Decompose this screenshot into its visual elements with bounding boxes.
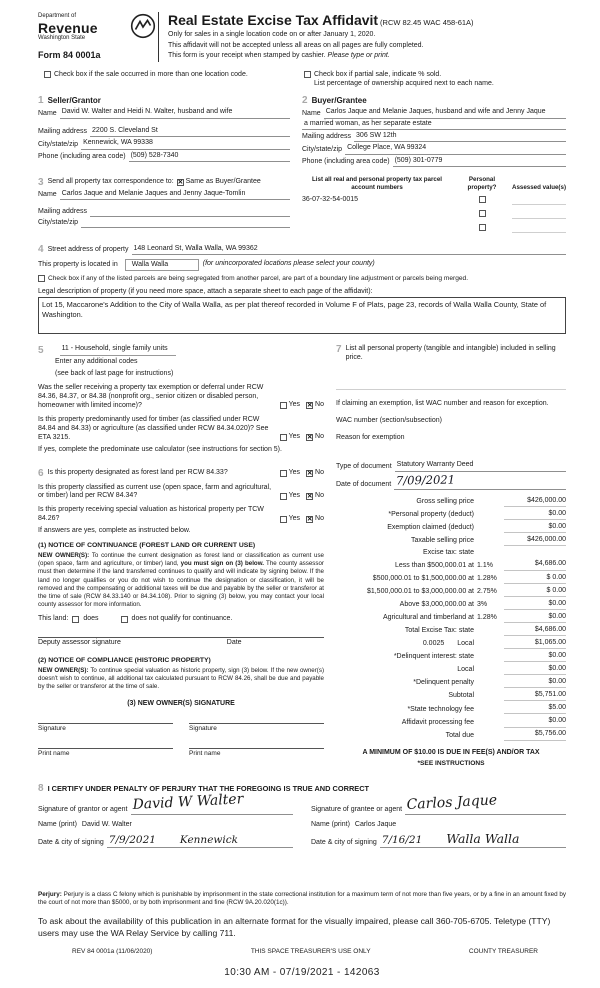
notice-compliance-title: (2) NOTICE OF COMPLIANCE (HISTORIC PROPERTY) <box>38 657 211 665</box>
county-treasurer-label: COUNTY TREASURER <box>468 947 538 955</box>
personal-property-checkbox[interactable] <box>479 196 486 203</box>
tax-value[interactable]: $426,000.00 <box>504 536 566 546</box>
exemption-claim-label: If claiming an exemption, list WAC number and reason for exception. <box>336 400 549 408</box>
s6-q2-no-checkbox[interactable]: ✕ <box>307 492 313 500</box>
grantor-city-value[interactable]: Kennewick <box>179 833 238 846</box>
buyer-section-title: Buyer/Grantee <box>311 95 367 105</box>
located-in-label: This property is located in <box>38 260 118 268</box>
s5-q2-text: Is this property predominantly used for timber (as classified under RCW 84.84 and 84.33) or agriculture (as classified under RCW 84.34.020)? See ETA 3215. <box>38 415 269 441</box>
buyer-name-label: Name <box>302 109 321 117</box>
header-note-3-italic: Please type or print. <box>327 52 390 60</box>
bracket-value[interactable]: $0.00 <box>504 600 566 610</box>
s5-q1-no-label: No <box>315 401 324 409</box>
total-value[interactable]: $5.00 <box>504 704 566 714</box>
s6-q1-text: Is this property designated as forest land per RCW 84.33? <box>47 468 228 476</box>
legal-description-label: Legal description of property (if you need more space, attach a separate sheet to each page of the affidavit): <box>38 287 373 295</box>
section-buyer <box>302 96 566 167</box>
parcel-header-assessed: Assessed value(s) <box>512 183 566 191</box>
deputy-date-label: Date <box>226 639 242 647</box>
total-label: Total Excise Tax: state <box>404 627 474 635</box>
form-header <box>38 12 566 62</box>
tax-value[interactable]: $426,000.00 <box>504 497 566 507</box>
deputy-signature-line[interactable] <box>38 637 324 638</box>
total-value[interactable]: $4,686.00 <box>504 626 566 636</box>
s6-q2-no-label: No <box>315 491 324 499</box>
section-7-number: 7 <box>336 344 342 356</box>
correspondence-csz-label: City/state/zip <box>38 219 79 227</box>
section-8-number: 8 <box>38 782 44 794</box>
grantee-name-print-label: Name (print) <box>311 821 350 829</box>
grantee-date-value[interactable]: 7/16/21 <box>381 833 423 846</box>
seller-section-title: Seller/Grantor <box>47 95 101 105</box>
buyer-phone-value[interactable]: (509) 301-0779 <box>393 157 566 167</box>
alternate-format-note: To ask about the availability of this publication in an alternate format for the visually impaired, please call 360-705-6705. Teletype (TTY) users may use the WA Relay Service by calling 711. <box>38 915 551 938</box>
total-value[interactable]: $1,065.00 <box>504 639 566 649</box>
grantor-signature-value[interactable]: David W Walter <box>131 791 244 814</box>
land-does-checkbox[interactable] <box>72 616 79 623</box>
partial-sale-label: Check box if partial sale, indicate % sold. <box>314 70 442 78</box>
owner-print-name-line[interactable] <box>38 748 173 749</box>
section-2-number: 2 <box>302 95 308 107</box>
parcel-table <box>302 176 566 234</box>
owner-signature-line[interactable] <box>38 723 173 724</box>
this-land-label: This land: <box>38 615 69 623</box>
seller-phone-value[interactable]: (509) 528-7340 <box>129 152 290 162</box>
form-title: Real Estate Excise Tax Affidavit <box>168 12 379 28</box>
revenue-logo-icon <box>130 13 156 39</box>
parcel-number-value[interactable] <box>302 211 452 219</box>
s5-q2-no-checkbox[interactable]: ✕ <box>307 434 313 442</box>
s6-q2-yes-label: Yes <box>288 491 301 499</box>
s6-q1-no-checkbox[interactable]: ✕ <box>307 470 313 478</box>
tax-label: Gross selling price <box>416 498 474 506</box>
s5-q1-no-checkbox[interactable]: ✕ <box>307 402 313 410</box>
agency-name: Revenue <box>38 19 98 36</box>
form-title-rcw-ref: (RCW 82.45 WAC 458-61A) <box>380 18 474 27</box>
total-value[interactable]: $0.00 <box>504 717 566 727</box>
s6-q1-yes-checkbox[interactable] <box>280 470 287 477</box>
bracket-label: Less than $500,000.01 at <box>394 561 474 569</box>
total-label: Affidavit processing fee <box>401 718 474 726</box>
form-number: Form 84 0001a <box>38 50 101 61</box>
dept-of-line: Department of <box>38 13 77 19</box>
section-4-number: 4 <box>38 244 44 256</box>
notice-compliance-body: To continue special valuation as historic property, sign (3) below. If the new owner(s) doesn't wish to continue, all additional tax calculated pursuant to RCW 84.26, shall be due and payable by the seller or transferor at the time of sale. <box>38 666 325 691</box>
located-in-value[interactable]: Walla Walla <box>125 259 199 271</box>
total-value[interactable]: $0.00 <box>504 665 566 675</box>
parcel-row <box>302 210 566 220</box>
street-address-value[interactable]: 148 Leonard St, Walla Walla, WA 99362 <box>132 245 567 255</box>
buyer-csz-label: City/state/zip <box>302 145 343 153</box>
total-label: Subtotal <box>448 692 474 700</box>
tax-label: Exemption claimed (deduct) <box>387 524 474 532</box>
land-use-code-value[interactable]: 11 - Household, single family units <box>60 345 176 355</box>
additional-codes-label: Enter any additional codes <box>55 358 138 366</box>
s6-q3-no-label: No <box>315 514 324 522</box>
bracket-label: Agricultural and timberland at <box>382 614 474 622</box>
partial-sale-subnote: List percentage of ownership acquired next to each name. <box>314 80 494 87</box>
owner-print-name-line[interactable] <box>189 748 324 749</box>
title-block <box>158 12 566 62</box>
parcel-header-personal: Personal property? <box>467 175 497 191</box>
grantee-signature-value[interactable]: Carlos Jaque <box>406 792 498 814</box>
total-value[interactable]: $0.00 <box>504 678 566 688</box>
street-address-label: Street address of property <box>47 246 129 254</box>
bracket-rate: 1.1% <box>477 561 493 569</box>
additional-codes-note: (see back of last page for instructions) <box>55 369 174 377</box>
partial-sale-check-row <box>304 71 566 89</box>
parcel-header-main: List all real and personal property tax parcel account numbers <box>312 175 442 191</box>
buyer-name-value-line2[interactable]: a married woman, as her separate estate <box>302 120 566 130</box>
form-footer <box>38 891 566 982</box>
owner-signature-label: Signature <box>189 725 217 733</box>
parcel-row <box>302 196 566 206</box>
bracket-rate: 2.75% <box>477 588 497 596</box>
section-7-and-tax <box>336 345 566 767</box>
partial-sale-checkbox[interactable] <box>304 71 311 78</box>
land-does-not-checkbox[interactable] <box>121 616 128 623</box>
land-does-not-label: does not qualify for continuance. <box>131 615 233 623</box>
notice-continuance-body-b: The county assessor must then determine if the land transferred continues to qualify and will indicate by signing below. If the land no longer qualifies or you do not wish to continue the designation or classification, it will be removed and the compensating or additional taxes will be due and payable by the seller or transferor at the time of sale (RCW 84.33.140 or 84.34.108). Prior to signing (3) below, you may contact your local county assessor for more information. <box>38 560 324 609</box>
section-6-number: 6 <box>38 467 44 479</box>
total-label: Local <box>457 666 474 674</box>
new-owner-signature-title: (3) NEW OWNER(S) SIGNATURE <box>127 700 235 708</box>
section-1-number: 1 <box>38 95 44 107</box>
section-5-and-6 <box>38 345 324 767</box>
parcel-number-value[interactable] <box>302 225 452 233</box>
personal-property-checkbox[interactable] <box>479 224 486 231</box>
located-in-note: (for unincorporated locations please select your county) <box>202 260 375 268</box>
seller-name-value[interactable]: David W. Walter and Heidi N. Walter, husband and wife <box>60 108 290 118</box>
grantor-signature-block <box>38 791 293 848</box>
total-label: Total due <box>445 731 474 739</box>
notice-continuance-owner: NEW OWNER(S): <box>38 551 90 559</box>
s6-q3-text: Is this property receiving special valuation as historical property per TCW 84.26? <box>38 506 264 523</box>
segregated-label: Check box if any of the listed parcels are being segregated from another parcel, are part of a boundary line adjustment or parcels being merged. <box>48 275 469 283</box>
grantor-date-value[interactable]: 7/9/2021 <box>108 833 156 846</box>
grantor-name-print-label: Name (print) <box>38 821 77 829</box>
s5-q2-no-label: No <box>315 433 324 441</box>
correspondence-name-label: Name <box>38 191 57 199</box>
grantee-signature-label: Signature of grantee or agent <box>311 805 403 813</box>
buyer-csz-value[interactable]: College Place, WA 99324 <box>345 144 566 154</box>
parcel-number-value[interactable]: 36-07-32-54-0015 <box>302 196 359 204</box>
s5-q2-yes-checkbox[interactable] <box>280 434 287 441</box>
s6-q3-yes-label: Yes <box>288 514 301 522</box>
multi-location-checkbox[interactable] <box>44 71 51 78</box>
bracket-value[interactable]: $0.00 <box>504 613 566 623</box>
s5-q1-yes-checkbox[interactable] <box>280 402 287 409</box>
document-date-label: Date of document <box>336 480 392 488</box>
buyer-mailing-value[interactable]: 306 SW 12th <box>354 132 566 142</box>
s5-q1-text: Was the seller receiving a property tax exemption or deferral under RCW 84.36, 84.37, or 84.38 (nonprofit org., senior citizen or disabled person, homeowner with limited income)? <box>38 383 264 409</box>
header-note-1: Only for sales in a single location code on or after January 1, 2020. <box>168 31 376 39</box>
personal-property-list-label: List all personal property (tangible and intangible) included in selling price. <box>345 345 556 362</box>
tax-value[interactable]: $0.00 <box>504 510 566 520</box>
correspondence-csz-value[interactable] <box>81 219 290 228</box>
total-label: Local <box>457 640 474 648</box>
section-5-number: 5 <box>38 344 44 356</box>
perjury-text: Perjury is a class C felony which is punishable by imprisonment in the state correctional institution for a maximum term of not more than five years, or by a fine in an amount fixed by the court of not more than $5000, or by both imprisonment and fine (RCW 9A.20.020(1c)). <box>38 891 567 907</box>
excise-tax-table <box>336 497 566 741</box>
state-line: Washington State <box>38 35 86 42</box>
s6-q3-yes-checkbox[interactable] <box>280 516 287 523</box>
section-certify <box>38 784 566 848</box>
buyer-phone-label: Phone (including area code) <box>302 158 390 165</box>
document-date-value[interactable]: 7/09/2021 <box>396 472 456 488</box>
grantor-date-city-label: Date & city of signing <box>38 839 104 847</box>
notice-compliance-owner: NEW OWNER(S): <box>38 666 89 674</box>
multi-location-label: Check box if the sale occurred in more than one location code. <box>54 70 248 78</box>
total-value[interactable]: $0.00 <box>504 652 566 662</box>
total-prefix: 0.0025 <box>422 640 445 648</box>
tax-label: *Personal property (deduct) <box>388 511 474 519</box>
bracket-label: $500,000.01 to $1,500,000.00 at <box>372 575 474 583</box>
land-does-label: does <box>83 615 99 623</box>
section-correspondence <box>38 176 290 234</box>
bracket-rate: 1.28% <box>477 575 497 583</box>
correspondence-mailing-value[interactable] <box>90 208 290 217</box>
bracket-label: Above $3,000,000.00 at <box>399 601 474 609</box>
grantee-signature-block <box>311 792 566 848</box>
minimum-due-note: A MINIMUM OF $10.00 IS DUE IN FEE(S) AND/OR TAX <box>362 748 540 756</box>
correspondence-name-value[interactable]: Carlos Jaque and Melanie Jaques and Jenny Jaque-Tomlin <box>60 190 290 200</box>
grantee-date-city-label: Date & city of signing <box>311 839 377 847</box>
personal-property-fill-line[interactable] <box>336 389 566 390</box>
buyer-mailing-label: Mailing address <box>302 133 352 141</box>
legal-description-value[interactable]: Lot 15, Maccarone's Addition to the City of Walla Walla, as per plat thereof recorded in Volume F of Plats, page 23, records of Walla Walla County, State of Washington. <box>38 297 566 334</box>
same-as-buyer-label: Same as Buyer/Grantee <box>185 178 261 186</box>
top-checkbox-row <box>38 71 566 89</box>
owner-signature-line[interactable] <box>189 723 324 724</box>
grantee-name-print-value[interactable]: Carlos Jaque <box>354 820 397 828</box>
total-label: *Delinquent interest: state <box>393 653 474 661</box>
multi-location-check-row <box>38 71 304 89</box>
exemption-reason-label: Reason for exemption <box>336 434 405 442</box>
document-type-label: Type of document <box>336 462 392 470</box>
see-instructions-note: *SEE INSTRUCTIONS <box>417 759 485 767</box>
section-seller <box>38 96 290 167</box>
grantee-city-value[interactable]: Walla Walla <box>446 830 520 846</box>
s6-q2-text: Is this property classified as current use (open space, farm and agricultural, or timber) land per RCW 84.34? <box>38 483 272 500</box>
receipt-timestamp: 10:30 AM - 07/19/2021 - 142063 <box>224 967 380 979</box>
bracket-rate: 3% <box>477 601 488 609</box>
bracket-value[interactable]: $ 0.00 <box>504 574 566 584</box>
s6-q2-yes-checkbox[interactable] <box>280 493 287 500</box>
bracket-label: $1,500,000.01 to $3,000,000.00 at <box>366 588 474 596</box>
wac-number-label: WAC number (section/subsection) <box>336 417 442 425</box>
total-label: *Delinquent penalty <box>413 679 474 687</box>
total-value[interactable]: $5,751.00 <box>504 691 566 701</box>
seller-name-label: Name <box>38 109 57 117</box>
rev-number: REV 84 0001a (11/06/2020) <box>72 947 153 955</box>
seller-csz-value[interactable]: Kennewick, WA 99338 <box>81 139 290 149</box>
owner-signature-label: Signature <box>38 725 66 733</box>
personal-property-checkbox[interactable] <box>479 210 486 217</box>
grantor-signature-label: Signature of grantor or agent <box>38 805 128 813</box>
s6-q3-no-checkbox[interactable]: ✕ <box>307 515 313 523</box>
seller-csz-label: City/state/zip <box>38 140 79 148</box>
owner-print-name-label: Print name <box>189 749 221 757</box>
total-label: *State technology fee <box>407 705 474 713</box>
perjury-lead: Perjury: <box>38 891 62 899</box>
bracket-value[interactable]: $ 0.00 <box>504 587 566 597</box>
s5-q2-yes-label: Yes <box>288 433 301 441</box>
header-note-2: This affidavit will not be accepted unless all areas on all pages are fully completed. <box>168 41 424 49</box>
section-property <box>38 243 566 335</box>
seller-phone-label: Phone (including area code) <box>38 153 126 161</box>
grantor-name-print-value[interactable]: David W. Walter <box>81 820 132 828</box>
notice-continuance-body-a: To continue the current designation as forest land or classification as current use (open space, farm and agriculture, or timber) land, <box>38 551 324 568</box>
buyer-name-value[interactable]: Carlos Jaque and Melanie Jaques, husband and wife and Jenny Jaque <box>324 108 566 118</box>
agency-block <box>38 12 158 62</box>
same-as-buyer-checkbox[interactable]: ✕ <box>177 179 184 187</box>
tax-label: Taxable selling price <box>410 537 474 545</box>
s5-q1-yes-label: Yes <box>288 401 301 409</box>
treasurer-space-label: THIS SPACE TREASURER'S USE ONLY <box>250 947 371 955</box>
s5-calculator-note: If yes, complete the predominate use calculator (see instructions for section 5). <box>38 445 282 453</box>
tax-value[interactable]: $0.00 <box>504 523 566 533</box>
bracket-value[interactable]: $4,686.00 <box>504 560 566 570</box>
section-3-number: 3 <box>38 176 44 188</box>
correspondence-label: Send all property tax correspondence to: <box>47 178 174 186</box>
notice-continuance-bold: you must sign on (3) below. <box>180 560 265 568</box>
header-note-3: This form is your receipt when stamped by cashier. <box>168 52 326 60</box>
owner-print-name-label: Print name <box>38 749 70 757</box>
certify-statement: I CERTIFY UNDER PENALTY OF PERJURY THAT THE FOREGOING IS TRUE AND CORRECT <box>47 784 370 794</box>
segregated-checkbox[interactable] <box>38 275 45 282</box>
assessed-value[interactable] <box>512 197 566 205</box>
s6-q1-no-label: No <box>315 469 324 477</box>
deputy-assessor-label: Deputy assessor signature <box>38 639 121 647</box>
seller-mailing-label: Mailing address <box>38 128 88 136</box>
parcel-row <box>302 224 566 234</box>
seller-mailing-value[interactable]: 2200 S. Cleveland St <box>90 127 290 137</box>
excise-tax-header: Excise tax: state <box>423 548 474 556</box>
assessed-value[interactable] <box>512 225 566 233</box>
s6-q1-yes-label: Yes <box>288 469 301 477</box>
total-value[interactable]: $5,756.00 <box>504 730 566 740</box>
document-type-value[interactable]: Statutory Warranty Deed <box>395 461 566 471</box>
bracket-rate: 1.28% <box>477 614 497 622</box>
assessed-value[interactable] <box>512 211 566 219</box>
notice-continuance-title: (1) NOTICE OF CONTINUANCE (FOREST LAND OR CURRENT USE) <box>38 542 256 550</box>
s6-if-yes-note: If answers are yes, complete as instructed below. <box>38 527 191 535</box>
correspondence-mailing-label: Mailing address <box>38 208 88 216</box>
